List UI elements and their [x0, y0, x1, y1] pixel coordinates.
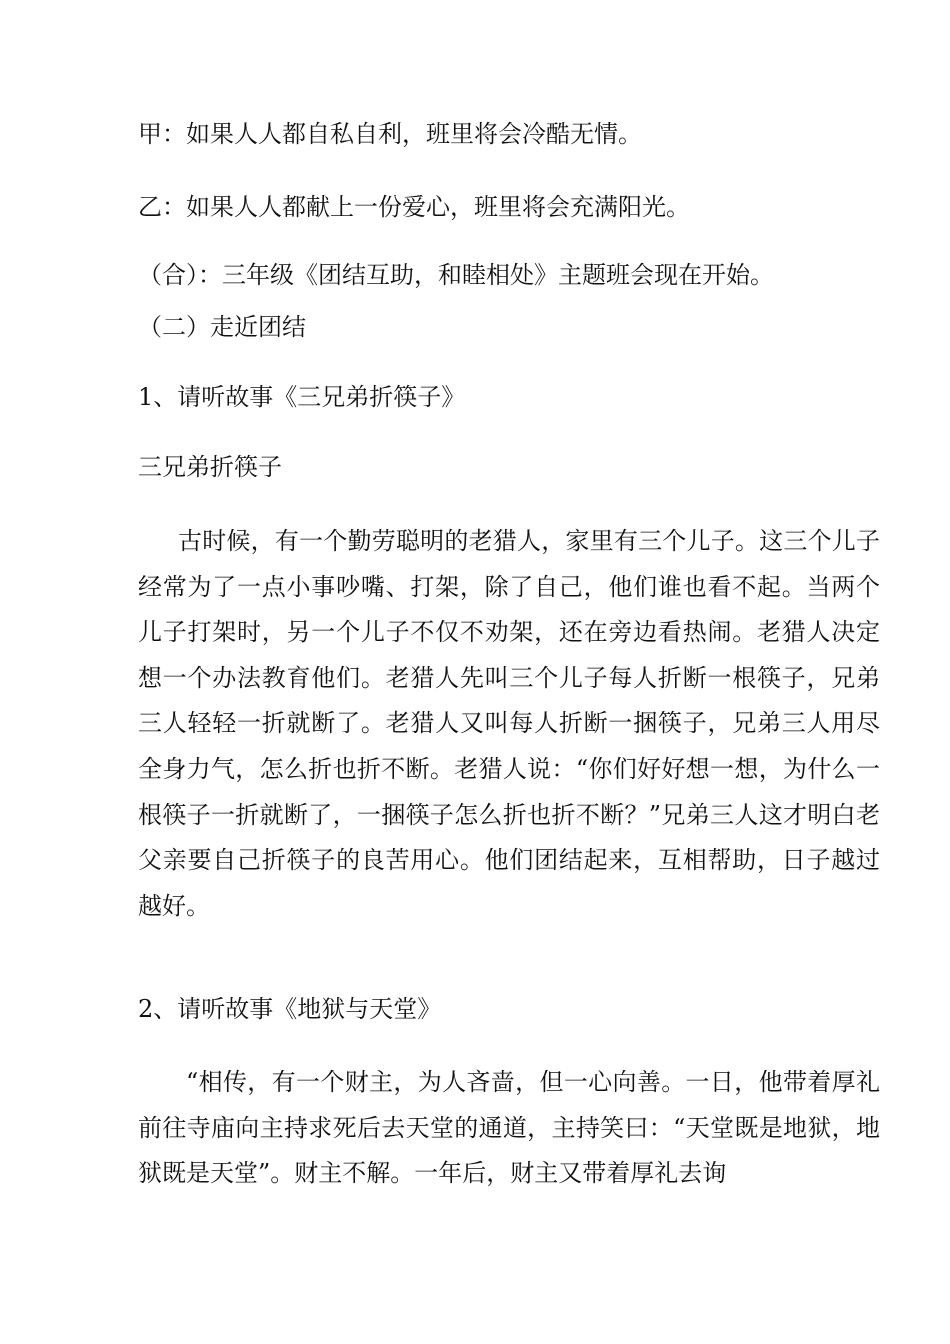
section-heading: （二）走近团结	[138, 313, 306, 341]
story-paragraph-1: 古时候，有一个勤劳聪明的老猎人，家里有三个儿子。这三个儿子经常为了一点小事吵嘴、打架，除了自己，他们谁也看不起。当两个儿子打架时，另一个儿子不仅不劝架，还在旁边看热闹。老猎人决定想一个办法教育他们。老猎人先叫三个儿子每人折断一根筷子，兄弟三人轻轻一折就断了。老猎人又叫每人折断一捆筷子，兄弟三人用尽全身力气，怎么折也折不断。老猎人说：“你们好好想一想，为什么一根筷子一折就断了，一捆筷子怎么折也折不断？”兄弟三人这才明白老父亲要自己折筷子的良苦用心。他们团结起来，互相帮助，日子越过越好。	[138, 527, 880, 920]
dialogue-line-he: （合）：三年级《团结互助，和睦相处》主题班会现在开始。	[138, 261, 774, 289]
story-heading-2: 2、请听故事《地狱与天堂》	[138, 995, 442, 1023]
dialogue-line-jia: 甲：如果人人都自私自利，班里将会冷酷无情。	[138, 120, 642, 148]
story-paragraph-2: “相传，有一个财主，为人吝啬，但一心向善。一日，他带着厚礼前往寺庙向主持求死后去天堂的通道，主持笑曰：“天堂既是地狱，地狱既是天堂”。财主不解。一年后，财主又带着厚礼去询	[138, 1068, 880, 1188]
story-heading-1: 1、请听故事《三兄弟折筷子》	[138, 383, 466, 411]
story-title-1: 三兄弟折筷子	[138, 453, 282, 481]
dialogue-line-yi: 乙：如果人人都献上一份爱心，班里将会充满阳光。	[138, 193, 690, 221]
